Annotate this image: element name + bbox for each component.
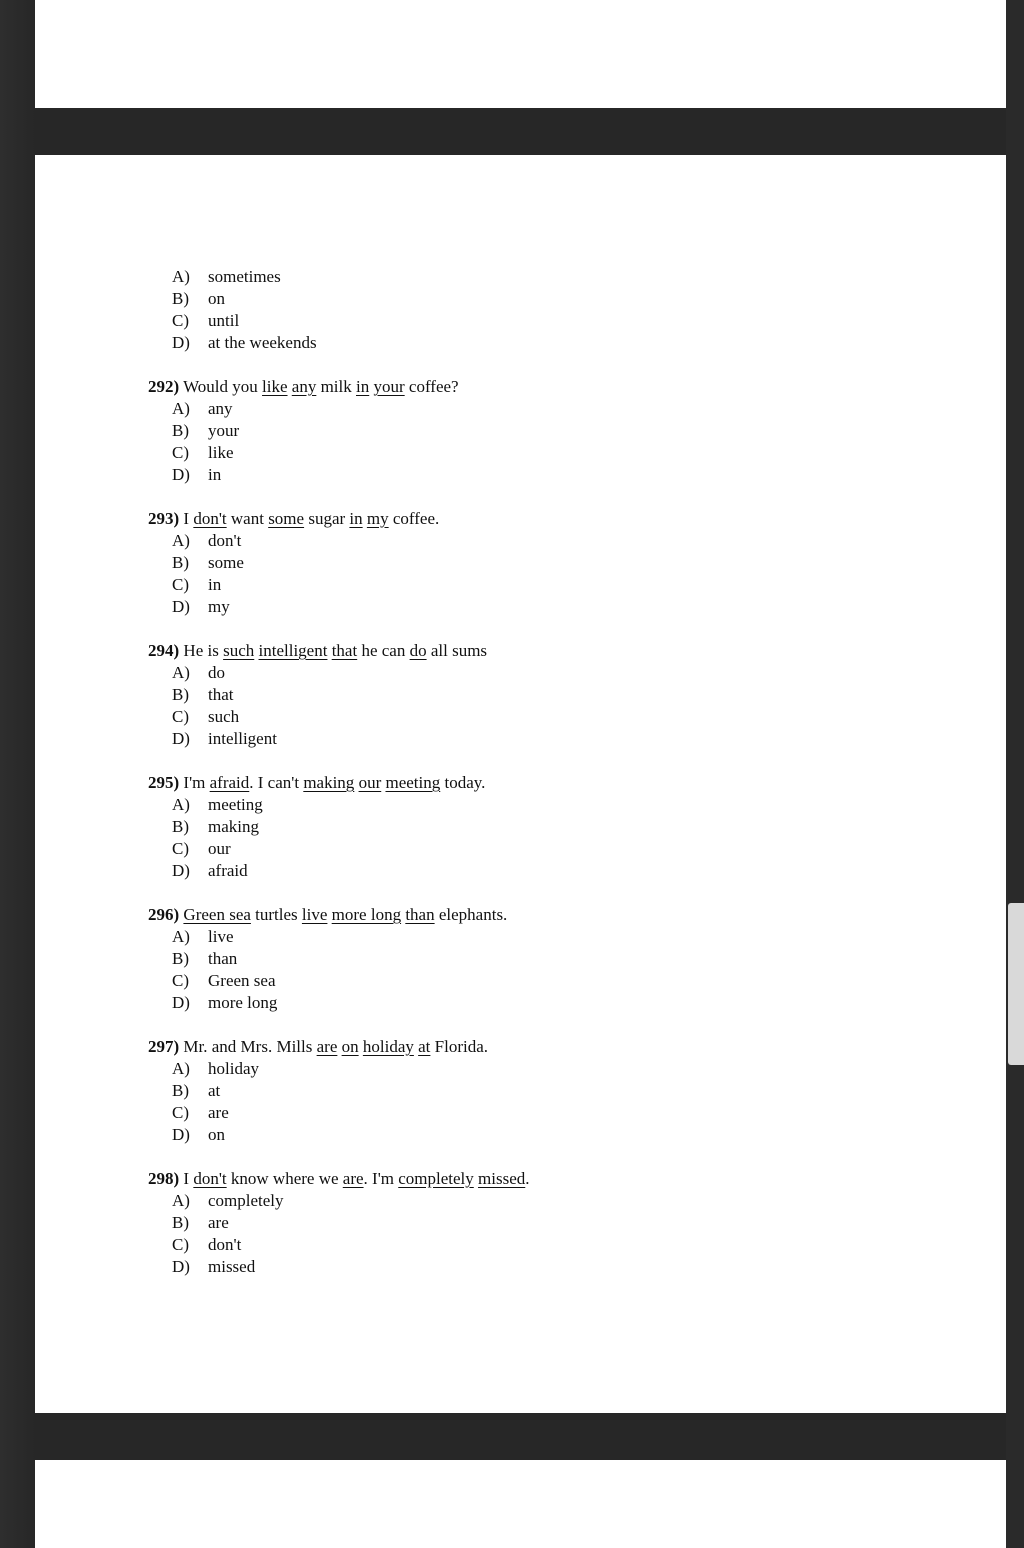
option-letter: B) bbox=[172, 685, 189, 704]
underlined-word: your bbox=[373, 377, 405, 396]
option-letter: B) bbox=[172, 949, 189, 968]
option-text: Green sea bbox=[208, 971, 276, 990]
answer-options bbox=[148, 266, 948, 354]
option-text: don't bbox=[208, 531, 242, 550]
scrollbar-track[interactable] bbox=[1006, 0, 1024, 1548]
underlined-word: our bbox=[358, 773, 382, 792]
option-text: more long bbox=[208, 993, 278, 1012]
underlined-word: in bbox=[349, 509, 363, 528]
question-stem bbox=[148, 772, 948, 794]
answer-option bbox=[148, 1190, 948, 1212]
stem-text: I'm bbox=[179, 773, 210, 792]
option-letter: D) bbox=[172, 993, 190, 1012]
question-295 bbox=[148, 772, 948, 882]
stem-text: Mr. and Mrs. Mills bbox=[179, 1037, 317, 1056]
answer-option bbox=[148, 442, 948, 464]
underlined-word: are bbox=[342, 1169, 364, 1188]
option-text: sometimes bbox=[208, 267, 281, 286]
underlined-word: are bbox=[316, 1037, 338, 1056]
stem-text: want bbox=[226, 509, 269, 528]
option-text: afraid bbox=[208, 861, 248, 880]
option-letter: D) bbox=[172, 333, 190, 352]
answer-option bbox=[148, 1058, 948, 1080]
option-text: that bbox=[208, 685, 234, 704]
answer-option bbox=[148, 596, 948, 618]
question-number: 297) bbox=[148, 1037, 180, 1056]
option-text: live bbox=[208, 927, 234, 946]
answer-option bbox=[148, 948, 948, 970]
option-text: holiday bbox=[208, 1059, 259, 1078]
option-text: meeting bbox=[208, 795, 263, 814]
answer-option bbox=[148, 420, 948, 442]
option-letter: C) bbox=[172, 971, 189, 990]
option-text: are bbox=[208, 1213, 229, 1232]
option-letter: B) bbox=[172, 421, 189, 440]
stem-text: milk bbox=[316, 377, 356, 396]
underlined-word: in bbox=[356, 377, 370, 396]
question-297 bbox=[148, 1036, 948, 1146]
answer-option bbox=[148, 1212, 948, 1234]
option-letter: D) bbox=[172, 465, 190, 484]
answer-options bbox=[148, 398, 948, 486]
stem-text: he can bbox=[357, 641, 410, 660]
answer-option bbox=[148, 288, 948, 310]
underlined-word: afraid bbox=[209, 773, 250, 792]
stem-text: . I'm bbox=[363, 1169, 399, 1188]
answer-option bbox=[148, 398, 948, 420]
option-text: intelligent bbox=[208, 729, 277, 748]
stem-text: I bbox=[179, 1169, 194, 1188]
option-letter: A) bbox=[172, 399, 190, 418]
option-text: on bbox=[208, 289, 225, 308]
answer-option bbox=[148, 552, 948, 574]
underlined-word: live bbox=[301, 905, 328, 924]
option-text: some bbox=[208, 553, 244, 572]
answer-option bbox=[148, 728, 948, 750]
answer-option bbox=[148, 1102, 948, 1124]
option-text: such bbox=[208, 707, 240, 726]
question-number: 295) bbox=[148, 773, 180, 792]
option-text: at the weekends bbox=[208, 333, 317, 352]
option-text: don't bbox=[208, 1235, 242, 1254]
stem-text: know where we bbox=[226, 1169, 343, 1188]
option-text: completely bbox=[208, 1191, 284, 1210]
option-letter: C) bbox=[172, 575, 189, 594]
question-number: 292) bbox=[148, 377, 180, 396]
answer-option bbox=[148, 794, 948, 816]
question-stem bbox=[148, 640, 948, 662]
underlined-word: like bbox=[262, 377, 288, 396]
underlined-word: such bbox=[223, 641, 255, 660]
answer-options bbox=[148, 1058, 948, 1146]
option-text: missed bbox=[208, 1257, 256, 1276]
next-page bbox=[35, 1460, 1006, 1548]
option-letter: A) bbox=[172, 267, 190, 286]
answer-option bbox=[148, 706, 948, 728]
viewer-background-left bbox=[0, 0, 35, 1548]
option-text: my bbox=[208, 597, 230, 616]
answer-option bbox=[148, 464, 948, 486]
option-letter: A) bbox=[172, 531, 190, 550]
underlined-word: any bbox=[291, 377, 317, 396]
question-number: 293) bbox=[148, 509, 180, 528]
option-letter: D) bbox=[172, 729, 190, 748]
underlined-word: don't bbox=[193, 509, 227, 528]
answer-option bbox=[148, 574, 948, 596]
answer-option bbox=[148, 684, 948, 706]
stem-text: . bbox=[525, 1169, 530, 1188]
option-text: than bbox=[208, 949, 238, 968]
option-text: our bbox=[208, 839, 231, 858]
underlined-word: making bbox=[303, 773, 355, 792]
option-letter: A) bbox=[172, 927, 190, 946]
option-letter: A) bbox=[172, 795, 190, 814]
underlined-word: my bbox=[366, 509, 389, 528]
option-text: do bbox=[208, 663, 225, 682]
stem-text: sugar bbox=[304, 509, 350, 528]
answer-option bbox=[148, 816, 948, 838]
answer-option bbox=[148, 1234, 948, 1256]
stem-text: He is bbox=[179, 641, 224, 660]
stem-text: coffee. bbox=[388, 509, 440, 528]
underlined-word: on bbox=[341, 1037, 359, 1056]
option-letter: A) bbox=[172, 1059, 190, 1078]
underlined-word: don't bbox=[193, 1169, 227, 1188]
underlined-word: completely bbox=[398, 1169, 474, 1188]
question-list bbox=[148, 266, 948, 1300]
stem-text: today. bbox=[440, 773, 486, 792]
option-letter: D) bbox=[172, 861, 190, 880]
question-stem bbox=[148, 904, 948, 926]
previous-page bbox=[35, 0, 1006, 108]
answer-option bbox=[148, 1124, 948, 1146]
answer-option bbox=[148, 970, 948, 992]
option-text: like bbox=[208, 443, 234, 462]
question-stem bbox=[148, 508, 948, 530]
answer-option bbox=[148, 662, 948, 684]
question-stem bbox=[148, 1036, 948, 1058]
option-text: until bbox=[208, 311, 240, 330]
option-text: on bbox=[208, 1125, 225, 1144]
option-letter: D) bbox=[172, 597, 190, 616]
option-letter: B) bbox=[172, 1213, 189, 1232]
stem-text: I bbox=[179, 509, 194, 528]
option-letter: C) bbox=[172, 311, 189, 330]
question-stem bbox=[148, 1168, 948, 1190]
underlined-word: at bbox=[418, 1037, 431, 1056]
answer-options bbox=[148, 662, 948, 750]
option-text: in bbox=[208, 575, 222, 594]
answer-option bbox=[148, 1256, 948, 1278]
stem-text: coffee? bbox=[404, 377, 459, 396]
answer-options bbox=[148, 1190, 948, 1278]
option-letter: A) bbox=[172, 1191, 190, 1210]
underlined-word: than bbox=[405, 905, 435, 924]
stem-text: all sums bbox=[426, 641, 488, 660]
underlined-word: missed bbox=[478, 1169, 526, 1188]
option-letter: C) bbox=[172, 1235, 189, 1254]
option-letter: B) bbox=[172, 817, 189, 836]
answer-option bbox=[148, 838, 948, 860]
underlined-word: holiday bbox=[362, 1037, 414, 1056]
answer-options bbox=[148, 530, 948, 618]
question-292 bbox=[148, 376, 948, 486]
answer-option bbox=[148, 1080, 948, 1102]
underlined-word: do bbox=[409, 641, 427, 660]
option-letter: D) bbox=[172, 1257, 190, 1276]
question-number: 294) bbox=[148, 641, 180, 660]
stem-text: turtles bbox=[250, 905, 302, 924]
option-letter: C) bbox=[172, 443, 189, 462]
option-text: at bbox=[208, 1081, 221, 1100]
underlined-word: Green sea bbox=[183, 905, 251, 924]
underlined-word: meeting bbox=[385, 773, 441, 792]
stem-text: Would you bbox=[179, 377, 263, 396]
answer-option bbox=[148, 266, 948, 288]
answer-option bbox=[148, 310, 948, 332]
question-293 bbox=[148, 508, 948, 618]
scrollbar-thumb[interactable] bbox=[1008, 903, 1024, 1065]
stem-text: Florida. bbox=[430, 1037, 489, 1056]
option-letter: D) bbox=[172, 1125, 190, 1144]
answer-option bbox=[148, 992, 948, 1014]
answer-options bbox=[148, 926, 948, 1014]
option-text: are bbox=[208, 1103, 229, 1122]
question-296 bbox=[148, 904, 948, 1014]
stem-text: . I can't bbox=[249, 773, 304, 792]
answer-option bbox=[148, 926, 948, 948]
question-294 bbox=[148, 640, 948, 750]
answer-option bbox=[148, 530, 948, 552]
question-number: 298) bbox=[148, 1169, 180, 1188]
option-text: in bbox=[208, 465, 222, 484]
answer-option bbox=[148, 860, 948, 882]
stem-text: elephants. bbox=[434, 905, 508, 924]
question-291-partial bbox=[148, 266, 948, 354]
underlined-word: intelligent bbox=[258, 641, 328, 660]
question-number: 296) bbox=[148, 905, 180, 924]
underlined-word: some bbox=[268, 509, 305, 528]
option-letter: A) bbox=[172, 663, 190, 682]
option-text: any bbox=[208, 399, 233, 418]
option-text: making bbox=[208, 817, 259, 836]
question-stem bbox=[148, 376, 948, 398]
option-letter: C) bbox=[172, 839, 189, 858]
underlined-word: that bbox=[331, 641, 358, 660]
option-letter: C) bbox=[172, 1103, 189, 1122]
option-letter: B) bbox=[172, 289, 189, 308]
answer-option bbox=[148, 332, 948, 354]
option-letter: C) bbox=[172, 707, 189, 726]
underlined-word: more long bbox=[331, 905, 402, 924]
option-letter: B) bbox=[172, 553, 189, 572]
question-298 bbox=[148, 1168, 948, 1278]
option-text: your bbox=[208, 421, 240, 440]
answer-options bbox=[148, 794, 948, 882]
option-letter: B) bbox=[172, 1081, 189, 1100]
